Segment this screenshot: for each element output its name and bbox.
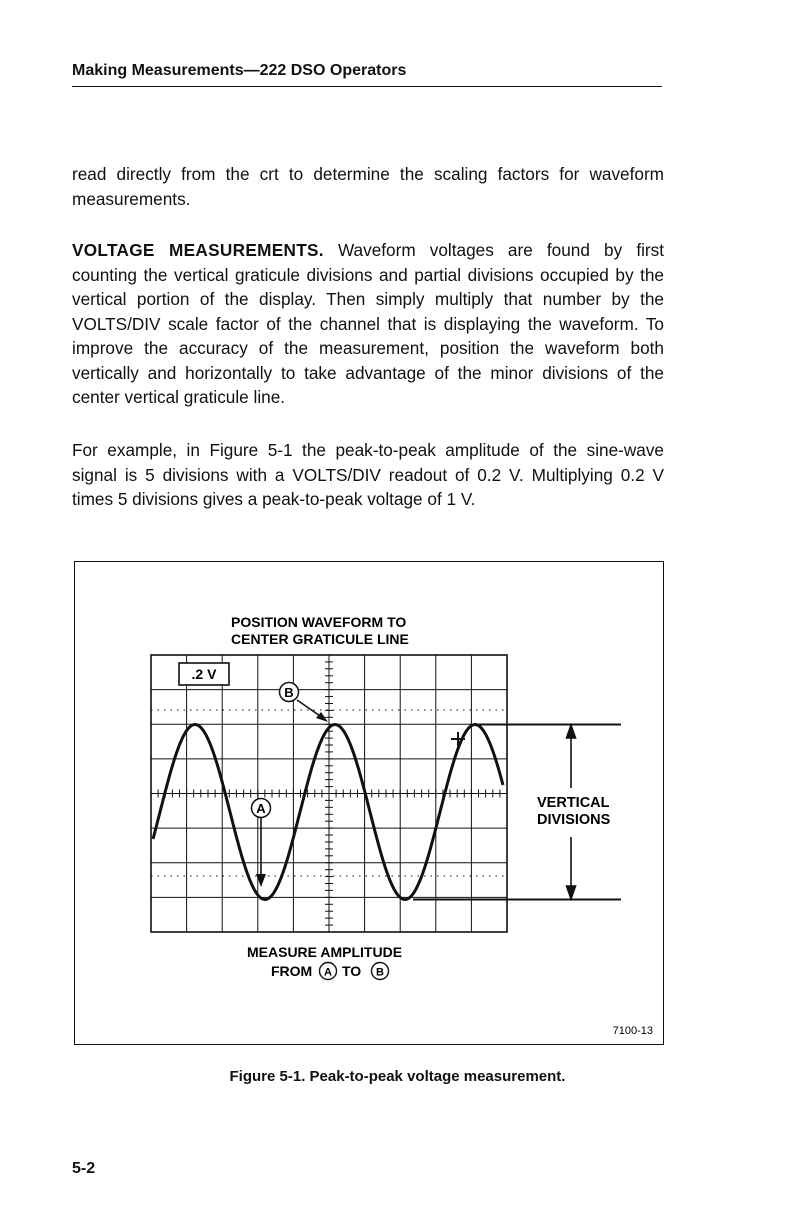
- figure-id: 7100-13: [612, 1025, 653, 1037]
- section-lead-heading: VOLTAGE MEASUREMENTS.: [72, 240, 324, 260]
- top-label-line2: CENTER GRATICULE LINE: [231, 631, 409, 647]
- figure-caption: Figure 5-1. Peak-to-peak voltage measurement.: [229, 1068, 566, 1085]
- oscilloscope-diagram: [75, 562, 663, 1044]
- page-number: 5-2: [72, 1160, 96, 1177]
- top-label-line1: POSITION WAVEFORM TO: [231, 614, 407, 630]
- sine-waveform: [153, 725, 503, 900]
- paragraph-voltage-measurements: [72, 238, 664, 410]
- paragraph-voltage-body: Waveform voltages are found by first counting the vertical graticule divisions and partial divisions occupied by the vertical portion of the display. Then simply multiply that number by the VOLTS/DIV scale factor of the channel that is displaying the waveform. To improve the accuracy of the measurement, position the waveform both vertically and horizontally to take advantage of the minor divisions of the center vertical graticule line.: [72, 240, 665, 407]
- running-header: Making Measurements—222 DSO Operators: [72, 62, 662, 87]
- bottom-label-line1: MEASURE AMPLITUDE: [247, 944, 403, 960]
- side-label-line2: DIVISIONS: [537, 812, 611, 828]
- bottom-label-from: FROM: [271, 963, 313, 979]
- side-label-line1: VERTICAL: [537, 795, 610, 811]
- paragraph-example: For example, in Figure 5-1 the peak-to-peak amplitude of the sine-wave signal is 5 divisions with a VOLTS/DIV readout of 0.2 V. Multiplying 0.2 V times 5 divisions gives a peak-to-peak voltage of 1 V.: [72, 440, 664, 509]
- volts-readout: .2 V: [191, 666, 217, 682]
- marker-b-small-label: B: [376, 966, 384, 979]
- marker-b-label: B: [284, 685, 294, 700]
- paragraph-intro: read directly from the crt to determine the scaling factors for waveform measurements.: [72, 164, 664, 209]
- figure-5-1: [74, 561, 664, 1045]
- bottom-label-to: TO: [342, 963, 362, 979]
- marker-a-label: A: [256, 801, 266, 816]
- marker-a-small-label: A: [324, 966, 332, 979]
- graticule: [151, 655, 507, 932]
